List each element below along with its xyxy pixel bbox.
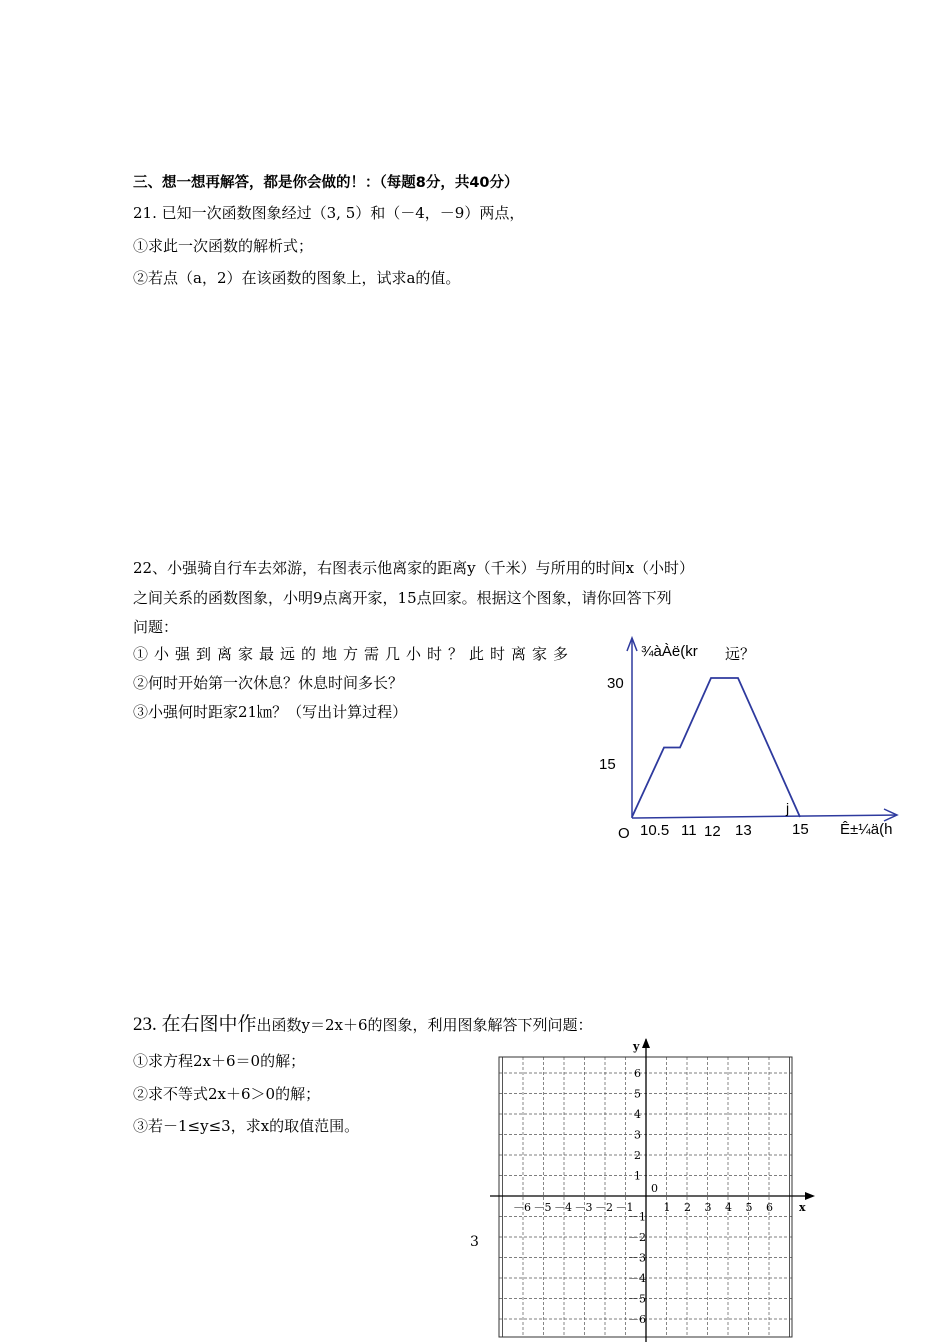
x-axis — [632, 815, 896, 818]
x-axis-label: x — [799, 1201, 806, 1214]
x-tick-label: －5 — [533, 1201, 552, 1214]
q21-item-1: ①求此一次函数的解析式； — [133, 237, 314, 255]
q23-item-1: ①求方程2x＋6＝0的解； — [133, 1052, 306, 1070]
x-tick-13: 13 — [735, 822, 752, 839]
q23-text-rest: 出函数y＝2x＋6的图象，利用图象解答下列问题： — [256, 1016, 593, 1034]
x-tick-label: 2 — [684, 1201, 691, 1214]
x-tick-label: －1 — [615, 1201, 634, 1214]
x-tick-12: 12 — [704, 823, 721, 840]
y-tick-label: 4 — [634, 1108, 641, 1121]
y-tick-label: 5 — [634, 1087, 641, 1101]
y-tick-label: 6 — [634, 1067, 641, 1080]
x-tick-15: 15 — [792, 821, 809, 838]
q23-text — [133, 1015, 593, 1035]
x-tick-label: －4 — [554, 1201, 572, 1214]
x-tick-label: 6 — [766, 1201, 773, 1214]
x-tick-10.5: 10.5 — [640, 822, 670, 839]
x-axis-label: Ê±¼ä(h — [840, 821, 893, 838]
q22-text-1: 22、小强骑自行车去郊游，右图表示他离家的距离y（千米）与所用的时间x（小时） — [133, 559, 695, 577]
x-tick-label: －6 — [513, 1201, 531, 1214]
y-tick-label: －3 — [628, 1251, 646, 1265]
y-tick-label: －1 — [628, 1210, 646, 1224]
x-tick-label: －3 — [574, 1201, 593, 1214]
y-tick-30: 30 — [607, 675, 624, 692]
coordinate-grid — [485, 1035, 825, 1342]
y-tick-label: 1 — [634, 1169, 641, 1183]
q22-text-3: 问题： — [133, 618, 179, 636]
y-axis-arrow — [642, 1038, 650, 1048]
q22-text-2: 之间关系的函数图象，小明9点离开家，15点回家。根据这个图象，请你回答下列 — [133, 589, 672, 607]
q22-item-1: ①小强到离家最远的地方需几小时？此时离家多 — [133, 645, 575, 663]
x-axis-arrow — [805, 1192, 815, 1200]
series-line — [632, 678, 800, 817]
q21-item-2: ②若点（a，2）在该函数的图象上，试求a的值。 — [133, 269, 461, 287]
x-tick-label: 1 — [663, 1201, 671, 1214]
y-tick-15: 15 — [599, 756, 616, 773]
y-tick-label: －5 — [628, 1292, 646, 1306]
y-tick-label: －6 — [628, 1313, 646, 1326]
q21-text: 21. 已知一次函数图象经过（3, 5）和（－4，－9）两点， — [133, 204, 525, 222]
q22-item-3: ③小强何时距家21㎞？（写出计算过程） — [133, 703, 408, 721]
x-tick-11: 11 — [681, 822, 697, 839]
y-tick-label: －4 — [628, 1272, 646, 1285]
x-tick-label: 5 — [745, 1201, 753, 1214]
y-tick-label: 3 — [634, 1128, 641, 1142]
y-axis-label: ¾àÀë(kr — [641, 643, 698, 660]
q23-text-big: 23. 在右图中作 — [133, 1014, 257, 1035]
page-number: 3 — [470, 1234, 479, 1250]
q23-item-2: ②求不等式2x＋6＞0的解； — [133, 1085, 321, 1103]
y-tick-label: －2 — [628, 1231, 646, 1244]
x-tick-label: 4 — [725, 1201, 732, 1214]
q23-item-3: ③若－1≤y≤3，求x的取值范围。 — [133, 1117, 360, 1135]
x-tick-label: 3 — [704, 1201, 712, 1214]
mark-j: j — [786, 800, 790, 816]
q22-item-1-tail: 远？ — [725, 645, 756, 663]
y-axis-label: y — [633, 1040, 640, 1053]
x-tick-label: －2 — [595, 1201, 613, 1214]
y-tick-label: 2 — [634, 1149, 641, 1162]
q22-item-2: ②何时开始第一次休息？休息时间多长？ — [133, 674, 404, 692]
origin-label: O — [618, 825, 630, 842]
distance-time-graph — [590, 630, 910, 845]
section-heading: 三、想一想再解答，都是你会做的！：（每题8分，共40分） — [133, 175, 519, 191]
origin-label: 0 — [651, 1182, 658, 1195]
